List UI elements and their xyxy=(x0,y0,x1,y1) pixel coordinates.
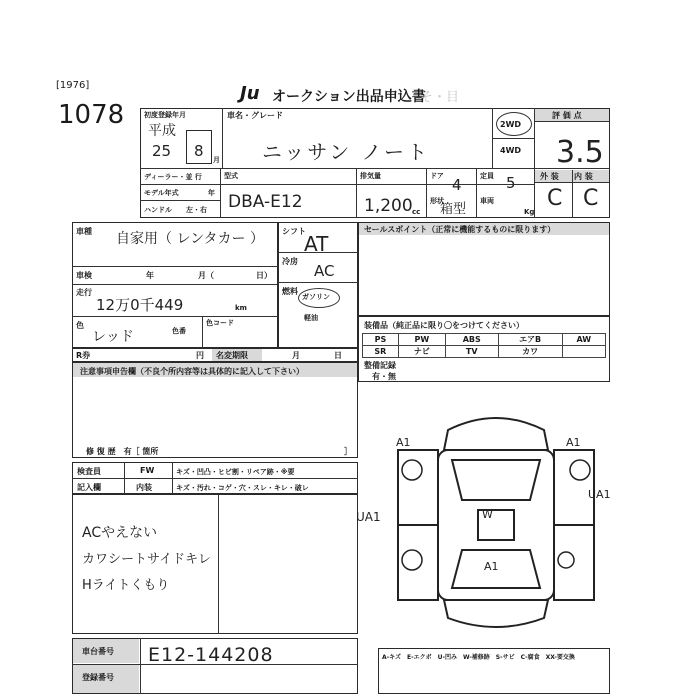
option-sr: SR xyxy=(363,346,399,358)
score-label: 評 価 点 xyxy=(552,111,582,120)
displacement-label: 排気量 xyxy=(360,172,381,180)
shaken-label: 車検 xyxy=(76,271,92,280)
auction-logo: Ju xyxy=(240,83,260,104)
mileage-value: 12万0千449 xyxy=(96,296,184,314)
front-right-wheel xyxy=(570,460,590,480)
fw-label: FW xyxy=(140,466,155,475)
chassis-value: E12-144208 xyxy=(148,644,274,666)
cooler-value: AC xyxy=(314,262,335,280)
capacity-label: 定員 xyxy=(480,172,494,180)
interior-items: キズ・汚れ・コゲ・穴・スレ・キレ・破レ xyxy=(176,484,309,492)
mark-left-side: UA1 xyxy=(356,510,381,524)
record-value: 有・無 xyxy=(372,372,396,381)
dealer-label: ディーラー・並 行 xyxy=(144,173,202,181)
reg-era: 平成 xyxy=(148,123,176,139)
handle-value: 左・右 xyxy=(186,206,207,214)
option-abs: ABS xyxy=(445,334,498,346)
cooler-label: 冷房 xyxy=(282,257,298,266)
mark-roof: W xyxy=(482,508,493,521)
front-left-wheel xyxy=(402,460,422,480)
drive-4wd: 4WD xyxy=(500,146,522,155)
capacity-value: 5 xyxy=(506,174,516,192)
ext-value: C xyxy=(547,186,563,211)
int-value: C xyxy=(583,186,599,211)
option-leather: カワ xyxy=(498,346,562,358)
handnote-2: カワシートサイドキレ xyxy=(82,552,211,567)
model-year-label: モデル年式 xyxy=(144,189,179,197)
registration-label: 登録番号 xyxy=(82,673,114,682)
color-code-label: 色コード xyxy=(206,319,234,327)
handnote-1: ACやえない xyxy=(82,525,158,541)
form-title: オークション出品申込書 xyxy=(272,89,426,105)
car-name-value: ニッサン ノート xyxy=(262,140,430,164)
car-name-label: 車名・グレード xyxy=(227,111,283,120)
sales-label: セールスポイント（正常に機能するものに限ります） xyxy=(364,225,556,234)
damage-legend: A-キズ E-エクボ U-凹み W-補修跡 S-サビ C-腐食 XX-要交換 xyxy=(382,654,575,661)
int-label: 内 装 xyxy=(574,172,593,181)
mark-front-left: A1 xyxy=(396,436,411,449)
mileage-label: 走行 xyxy=(76,288,92,297)
door-value: 4 xyxy=(452,176,462,194)
option-navi: ナビ xyxy=(398,346,445,358)
usage-label: 車種 xyxy=(76,227,92,236)
options-label: 装備品（純正品に限り〇をつけてください） xyxy=(364,321,524,330)
fuel-label: 燃料 xyxy=(282,287,298,296)
handnote-3: Hライトくもり xyxy=(82,578,170,593)
expiry-label: 名変期限 xyxy=(216,351,248,360)
fuel-alt: 軽油 xyxy=(304,314,318,322)
type-value: DBA-E12 xyxy=(228,192,303,212)
ref-code: [1976] xyxy=(56,80,90,91)
color-no-label: 色番 xyxy=(172,327,186,335)
shift-value: AT xyxy=(304,232,329,256)
fuel-value: ガソリン xyxy=(302,293,330,301)
mark-right-side: UA1 xyxy=(588,488,611,501)
sales-frame xyxy=(358,222,610,316)
chassis-label: 車台番号 xyxy=(82,647,114,656)
mark-rear: A1 xyxy=(484,560,499,573)
ext-label: 外 装 xyxy=(540,172,559,181)
reg-year: 25 xyxy=(152,142,172,160)
reg-month: 8 xyxy=(194,142,204,160)
option-ps: PS xyxy=(363,334,399,346)
rear-left-wheel xyxy=(402,550,422,570)
score-value: 3.5 xyxy=(556,135,604,170)
faded-stamp: そ・目 xyxy=(420,90,460,105)
option-airbag: エアB xyxy=(498,334,562,346)
displacement-value: 1,200 xyxy=(364,196,413,216)
inspector-label: 検査員 xyxy=(77,467,101,476)
handle-label: ハンドル xyxy=(144,206,172,214)
weight-label: 車両 xyxy=(480,197,494,205)
type-label: 型式 xyxy=(224,172,238,180)
record-label: 整備記録 xyxy=(364,361,396,370)
reg-label: 初度登録年月 xyxy=(144,111,186,119)
color-value: レッド xyxy=(92,329,134,345)
lot-number: 1078 xyxy=(58,100,125,130)
entry-label: 記入欄 xyxy=(77,483,101,492)
fuel-circle xyxy=(298,288,340,308)
shape-label: 形状 xyxy=(430,197,444,205)
usage-value: 自家用（ レンタカー ） xyxy=(116,231,264,247)
fw-items: キズ・凹凸・ヒビ割・リペア跡・※要 xyxy=(176,468,295,476)
options-table xyxy=(362,333,606,358)
drive-2wd-circle xyxy=(496,112,532,136)
option-blank xyxy=(562,346,605,358)
door-label: ドア xyxy=(430,172,444,180)
option-aw: AW xyxy=(562,334,605,346)
rear-right-wheel xyxy=(558,552,574,568)
mark-front-right: A1 xyxy=(566,436,581,449)
notes-label: 注意事項申告欄（不良个所内容等は具体的に記入して下さい） xyxy=(80,367,304,376)
drive-2wd: 2WD xyxy=(500,120,522,129)
interior-label: 内装 xyxy=(136,483,152,492)
recycle-label: R券 xyxy=(76,351,91,360)
option-tv: TV xyxy=(445,346,498,358)
option-pw: PW xyxy=(398,334,445,346)
repair-history: 修 復 歴 有［ 箇所 xyxy=(86,447,159,456)
color-label: 色 xyxy=(76,321,84,330)
shift-label: シフト xyxy=(282,227,306,236)
shape-value: 箱型 xyxy=(440,202,467,217)
